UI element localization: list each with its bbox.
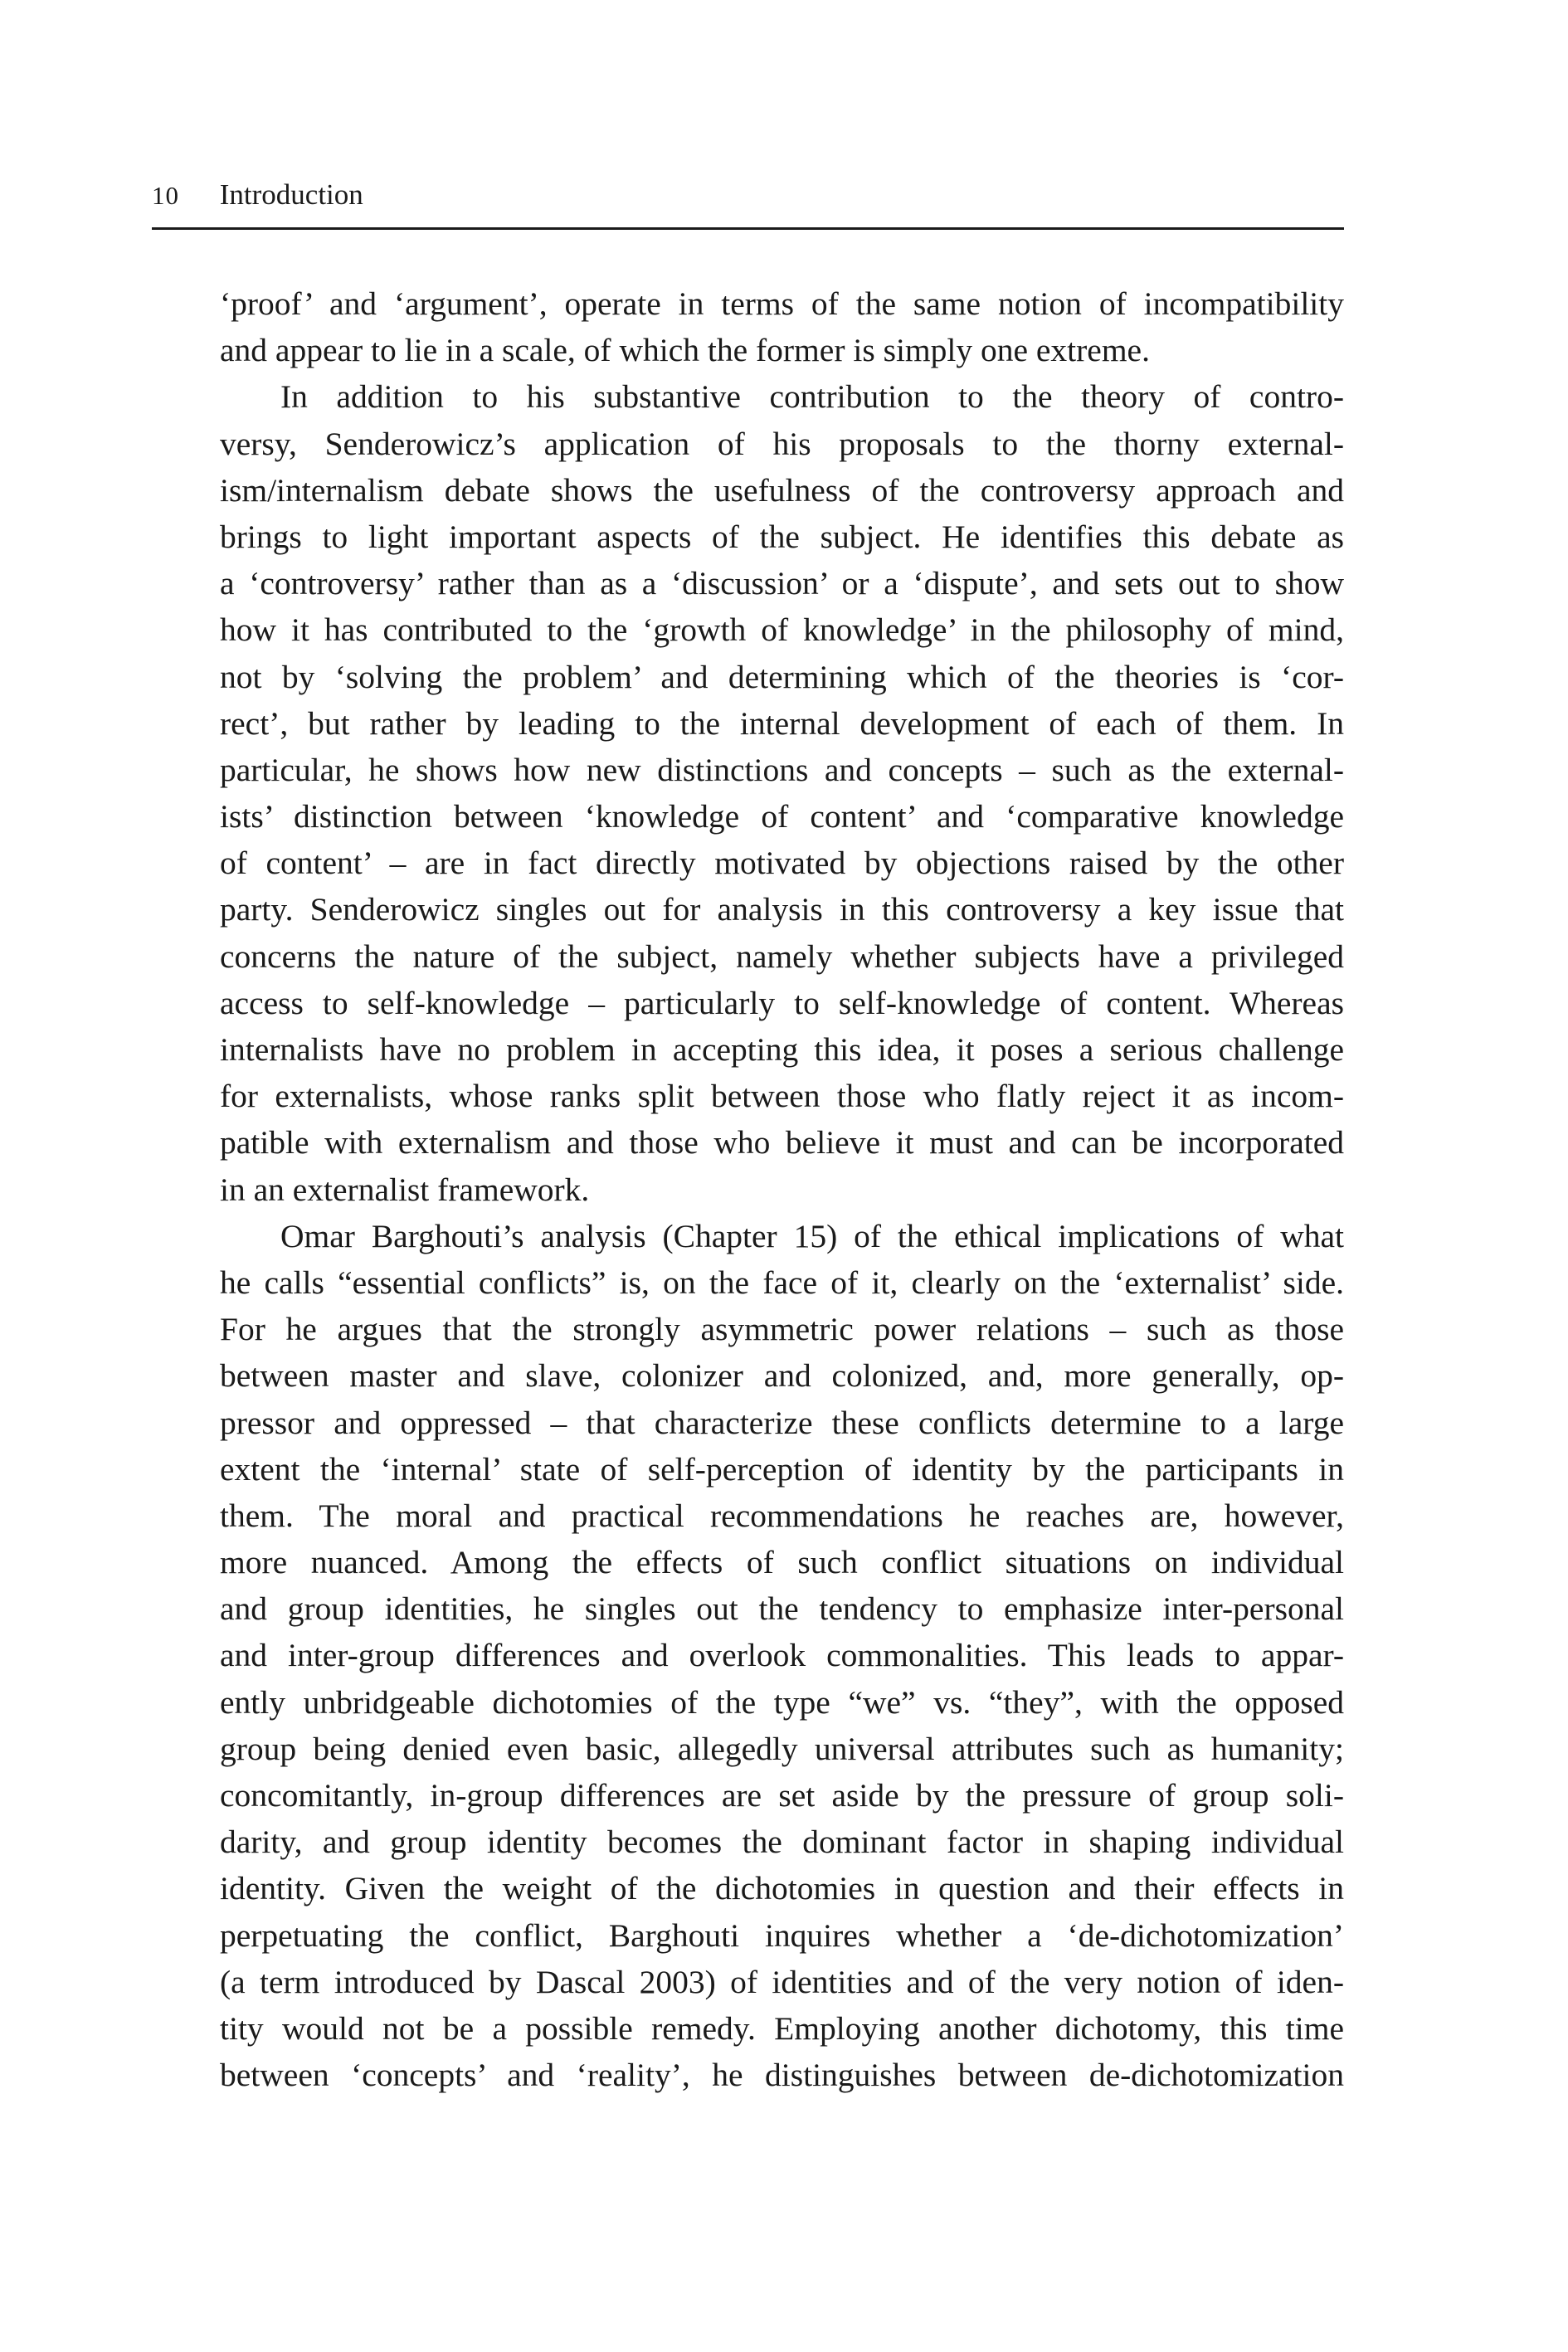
running-head [152,174,1344,224]
text-line: he calls “essential conflicts” is, on the face of it, clearly on the ‘externalist’ side. [220,1264,1344,1301]
text-line: brings to light important aspects of the subject. He identifies this debate as [220,518,1344,555]
text-line: ism/internalism debate shows the usefulness of the controversy approach and [220,471,1344,509]
text-line: pressor and oppressed – that characterize these conflicts determine to a large [220,1404,1344,1441]
text-line: them. The moral and practical recommendations he reaches are, however, [220,1497,1344,1534]
text-line: access to self-knowledge – particularly to self-knowledge of content. Whereas [220,984,1344,1021]
text-line: perpetuating the conflict, Barghouti inquires whether a ‘de-dichotomization’ [220,1916,1344,1954]
text-line: and inter-group differences and overlook commonalities. This leads to appar- [220,1637,1344,1674]
text-line: (a term introduced by Dascal 2003) of identities and of the very notion of iden- [220,1963,1344,2000]
page-number: 10 [152,181,179,210]
text-line: internalists have no problem in accepting this idea, it poses a serious challenge [220,1031,1344,1068]
text-line: more nuanced. Among the effects of such conflict situations on individual [220,1544,1344,1581]
text-line: for externalists, whose ranks split between those who flatly reject it as incom- [220,1078,1344,1115]
running-title: Introduction [219,178,363,211]
text-line: not by ‘solving the problem’ and determining which of the theories is ‘cor- [220,658,1344,695]
text-line: of content’ – are in fact directly motivated by objections raised by the other [220,845,1344,882]
text-line: particular, he shows how new distinctions and concepts – such as the external- [220,751,1344,788]
text-line: and group identities, he singles out the tendency to emphasize inter-personal [220,1590,1344,1628]
text-line: darity, and group identity becomes the dominant factor in shaping individual [220,1824,1344,1861]
text-line: how it has contributed to the ‘growth of knowledge’ in the philosophy of mind, [220,611,1344,649]
text-line: group being denied even basic, allegedly universal attributes such as humanity; [220,1730,1344,1767]
body-text [220,280,1344,2098]
text-line: and appear to lie in a scale, of which the former is simply one extreme. [220,332,1150,369]
text-line: concerns the nature of the subject, namely whether subjects have a privileged [220,937,1344,975]
text-line: ‘proof’ and ‘argument’, operate in terms of the same notion of incompatibility [220,285,1344,322]
text-line: between master and slave, colonizer and colonized, and, more generally, op- [220,1357,1344,1395]
text-line: versy, Senderowicz’s application of his proposals to the thorny external- [220,425,1344,462]
text-line: in an externalist framework. [220,1171,590,1208]
text-line: tity would not be a possible remedy. Employing another dichotomy, this time [220,2009,1344,2047]
text-line: For he argues that the strongly asymmetric power relations – such as those [220,1311,1344,1348]
text-line: a ‘controversy’ rather than as a ‘discussion’ or a ‘dispute’, and sets out to show [220,565,1344,602]
header-rule [152,227,1344,230]
text-line: rect’, but rather by leading to the internal development of each of them. In [220,704,1344,742]
text-line: concomitantly, in-group differences are set aside by the pressure of group soli- [220,1777,1344,1814]
text-line: ists’ distinction between ‘knowledge of content’ and ‘comparative knowledge [220,798,1344,835]
text-line: extent the ‘internal’ state of self-perception of identity by the participants in [220,1450,1344,1488]
paragraph-start-line: In addition to his substantive contribution to the theory of contro- [280,378,1344,416]
text-line: party. Senderowicz singles out for analysis in this controversy a key issue that [220,891,1344,928]
text-line: identity. Given the weight of the dichotomies in question and their effects in [220,1870,1344,1907]
paragraph-start-line: Omar Barghouti’s analysis (Chapter 15) of the ethical implications of what [280,1217,1344,1254]
text-line: patible with externalism and those who believe it must and can be incorporated [220,1124,1344,1161]
text-line: ently unbridgeable dichotomies of the type “we” vs. “they”, with the opposed [220,1683,1344,1721]
text-line: between ‘concepts’ and ‘reality’, he distinguishes between de-dichotomization [220,2057,1344,2094]
